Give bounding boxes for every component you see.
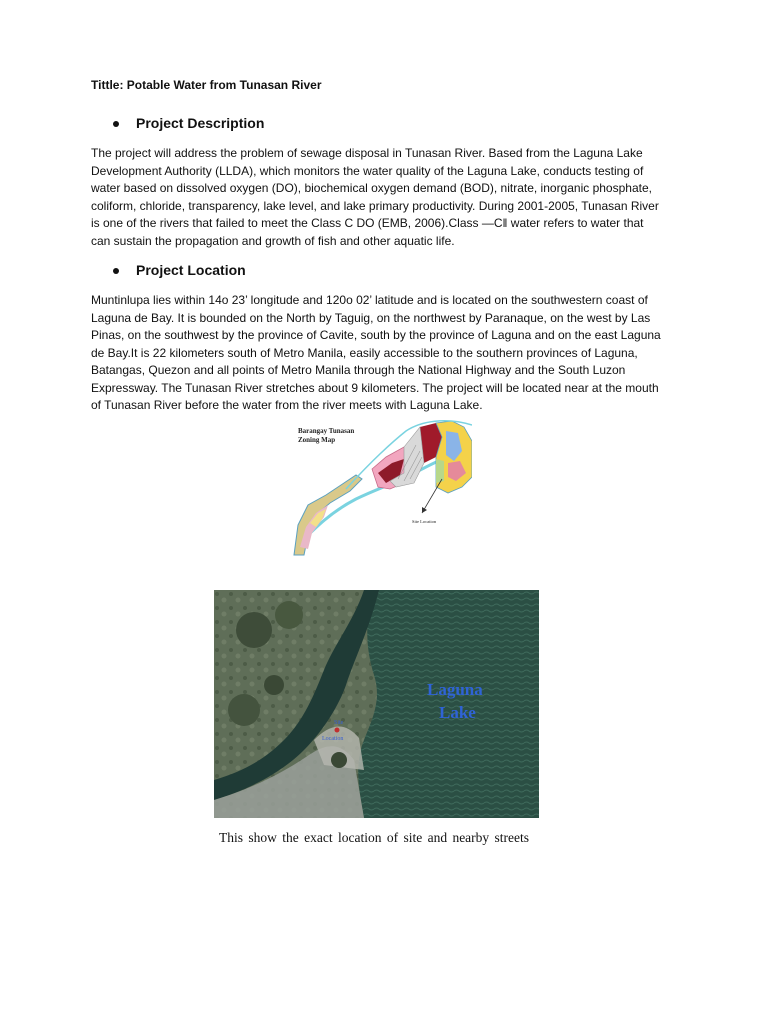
paragraph-line: de Bay.It is 22 kilometers south of Metro Manila, easily accessible to the southern provinces of Laguna, xyxy=(91,345,638,360)
project-description-paragraph xyxy=(91,145,691,250)
paragraph-line: is one of the rivers that failed to meet the Class C DO (EMB, 2006).Class —C‖ water refers to water that xyxy=(91,216,644,230)
bullet-dot-icon xyxy=(113,121,119,127)
paragraph-line: Muntinlupa lies within 14o 23’ longitude and 120o 02’ latitude and is located on the southwestern coast of xyxy=(91,293,648,307)
zoning-map-image xyxy=(286,417,472,559)
section-heading-text: Project Location xyxy=(136,262,246,278)
paragraph-line: Development Authority (LLDA), which monitors the water quality of the Laguna Lake, conducts testing of xyxy=(91,163,644,178)
document-title: Tittle: Potable Water from Tunasan River xyxy=(91,78,322,92)
paragraph-line: Expressway. The Tunasan River stretches about 9 kilometers. The project will be located near at the mouth xyxy=(91,380,659,395)
paragraph-line: Pinas, on the southwest by the province of Cavite, south by the province of Laguna and on the east Laguna xyxy=(91,328,661,342)
lake-label-line2: Lake xyxy=(439,703,476,722)
paragraph-line: The project will address the problem of sewage disposal in Tunasan River. Based from the Laguna Lake xyxy=(91,146,643,160)
paragraph-line: of Tunasan River before the water from the river meets with Laguna Lake. xyxy=(91,398,483,412)
project-location-paragraph xyxy=(91,292,691,415)
paragraph-line: can sustain the propagation and growth of fish and other aquatic life. xyxy=(91,233,455,248)
zoning-map-drawing xyxy=(286,417,472,559)
paragraph-line: Batangas, Quezon and all points of Metro Manila through the National Highway and the South Luzon xyxy=(91,363,626,377)
site-label-line1: Site xyxy=(334,720,344,726)
site-location-label: Site Location xyxy=(412,519,437,524)
paragraph-line: Laguna de Bay. It is bounded on the North by Taguig, on the northwest by Paranaque, on the west by Las xyxy=(91,310,651,325)
paragraph-line: water based on dissolved oxygen (DO), biochemical oxygen demand (BOD), nitrate, inorganic phosphate, xyxy=(91,181,652,195)
figure-caption: This show the exact location of site and nearby streets xyxy=(219,830,530,845)
zoning-map-title: Barangay Tunasan xyxy=(298,427,355,435)
section-heading-text: Project Description xyxy=(136,115,265,131)
paragraph-line: coliform, chloride, transparency, lake level, and lake primary productivity. During 2001-2005, Tunasan River xyxy=(91,198,659,213)
lake-label-line1: Laguna xyxy=(427,680,483,699)
site-label-line2: Location xyxy=(322,736,344,742)
satellite-drawing xyxy=(214,590,539,818)
satellite-image xyxy=(214,590,539,818)
bullet-dot-icon xyxy=(113,268,119,274)
zoning-map-subtitle: Zoning Map xyxy=(298,436,336,444)
